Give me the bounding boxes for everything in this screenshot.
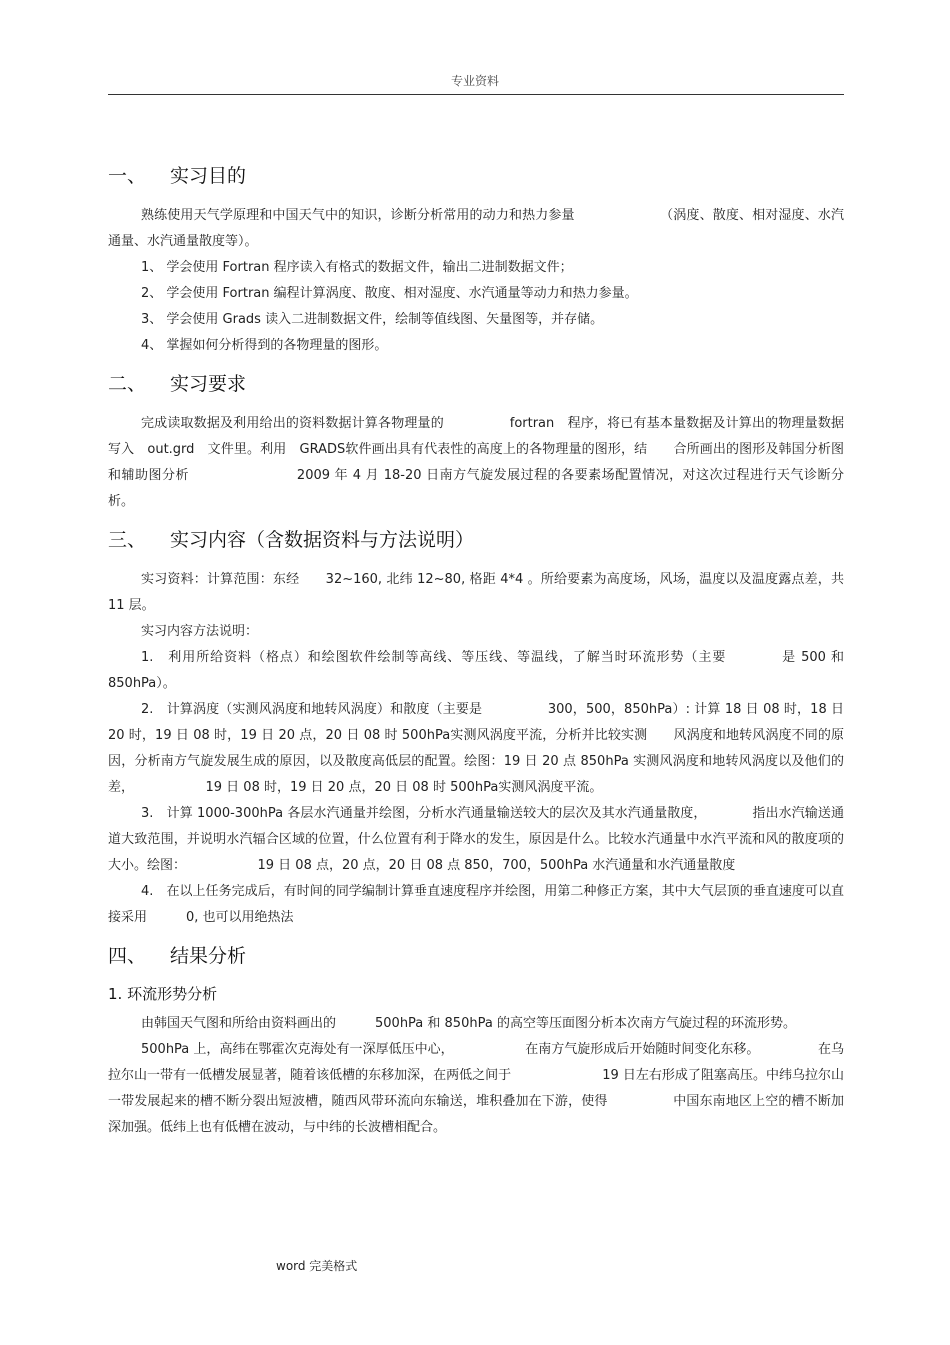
- paragraph: 500hPa 上，高纬在鄂霍次克海处有一深厚低压中心， 在南方气旋形成后开始随时间变化东移。 在乌拉尔山一带有一低槽发展显著，随着该低槽的东移加深，在两低之间于 19 日左右形成了阻塞高压。中纬乌拉尔山一带发展起来的槽不断分裂出短波槽，随西风带环流向东输送，堆积叠加在下游，使得 中国东南地区上空的槽不断加深加强。低纬上也有低槽在波动，与中纬的长波槽相配合。: [108, 1042, 844, 1135]
- paragraph: 实习资料：计算范围：东经 32~160, 北纬 12~80, 格距 4*4 。所给要素为高度场，风场，温度以及温度露点差，共 11 层。: [108, 572, 858, 613]
- section-title: 实习要求: [170, 373, 247, 395]
- section-number: 一、: [108, 165, 147, 187]
- section-heading: [108, 943, 844, 969]
- document-body: [108, 163, 858, 1141]
- page-footer: word 完美格式: [276, 1259, 358, 1273]
- header-rule: [108, 94, 844, 95]
- page-header: 专业资料: [450, 74, 499, 88]
- section-number: 四、: [108, 945, 147, 967]
- list-item: 2. 计算涡度（实测风涡度和地转风涡度）和散度（主要是 300，500，850hPa）: 计算 18 日 08 时，18 日 20 时，19 日 08 时，19 日 20 点，20 日 08 时 500hPa实测风涡度平流，分析并比较实测 风涡度和地转风涡度不同的原因，分析南方气旋发展生成的原因，以及散度高低层的配置。绘图：19 日 20 点 850hPa 实测风涡度和地转风涡度以及他们的差， 19 日 08 时，19 日 20 点，20 日 08 时 500hPa实测风涡度平流。: [108, 702, 844, 795]
- section-title: 结果分析: [170, 945, 247, 967]
- list-item: 3、 学会使用 Grads 读入二进制数据文件，绘制等值线图、矢量图等，并存储。: [141, 312, 604, 327]
- list-item: 1、 学会使用 Fortran 程序读入有格式的数据文件，输出二进制数据文件；: [141, 260, 573, 275]
- section-number: 三、: [108, 529, 147, 551]
- section-heading: [108, 163, 844, 189]
- subsection-heading: 1. 环流形势分析: [108, 985, 218, 1003]
- list-item: 3. 计算 1000-300hPa 各层水汽通量并绘图，分析水汽通量输送较大的层次及其水汽通量散度， 指出水汽输送通道大致范围，并说明水汽辐合区域的位置，什么位置有利于降水的发生，原因是什么。比较水汽通量中水汽平流和风的散度项的大小。绘图： 19 日 08 点，20 点，20 日 08 点 850，700，500hPa 水汽通量和水汽通量散度: [108, 806, 844, 873]
- section-heading: [108, 527, 844, 553]
- paragraph: 实习内容方法说明：: [141, 624, 259, 639]
- paragraph: 完成读取数据及利用给出的资料数据计算各物理量的 fortran 程序，将已有基本量数据及计算出的物理量数据写入 out.grd 文件里。利用 GRADS软件画出具有代表性的高度上的各物理量的图形，结 合所画出的图形及韩国分析图和辅助图分析 2009 年 4 月 18-20 日南方气旋发展过程的各要素场配置情况，对这次过程进行天气诊断分析。: [108, 416, 844, 509]
- list-item: 1. 利用所给资料（格点）和绘图软件绘制等高线、等压线、等温线，了解当时环流形势（主要 是 500 和 850hPa）。: [108, 650, 844, 691]
- section-heading: [108, 371, 844, 397]
- section-title: 实习目的: [170, 165, 247, 187]
- list-item: 2、 学会使用 Fortran 编程计算涡度、散度、相对湿度、水汽通量等动力和热力参量。: [141, 286, 638, 301]
- section-title: 实习内容（含数据资料与方法说明）: [170, 529, 475, 551]
- list-item: 4. 在以上任务完成后，有时间的同学编制计算垂直速度程序并绘图，用第二种修正方案，其中大气层顶的垂直速度可以直接采用 0, 也可以用绝热法: [108, 884, 844, 925]
- paragraph: 熟练使用天气学原理和中国天气中的知识，诊断分析常用的动力和热力参量 （涡度、散度、相对湿度、水汽通量、水汽通量散度等）。: [108, 208, 844, 249]
- list-item: 4、 掌握如何分析得到的各物理量的图形。: [141, 338, 388, 353]
- paragraph: 由韩国天气图和所给由资料画出的 500hPa 和 850hPa 的高空等压面图分析本次南方气旋过程的环流形势。: [141, 1016, 796, 1031]
- section-number: 二、: [108, 373, 147, 395]
